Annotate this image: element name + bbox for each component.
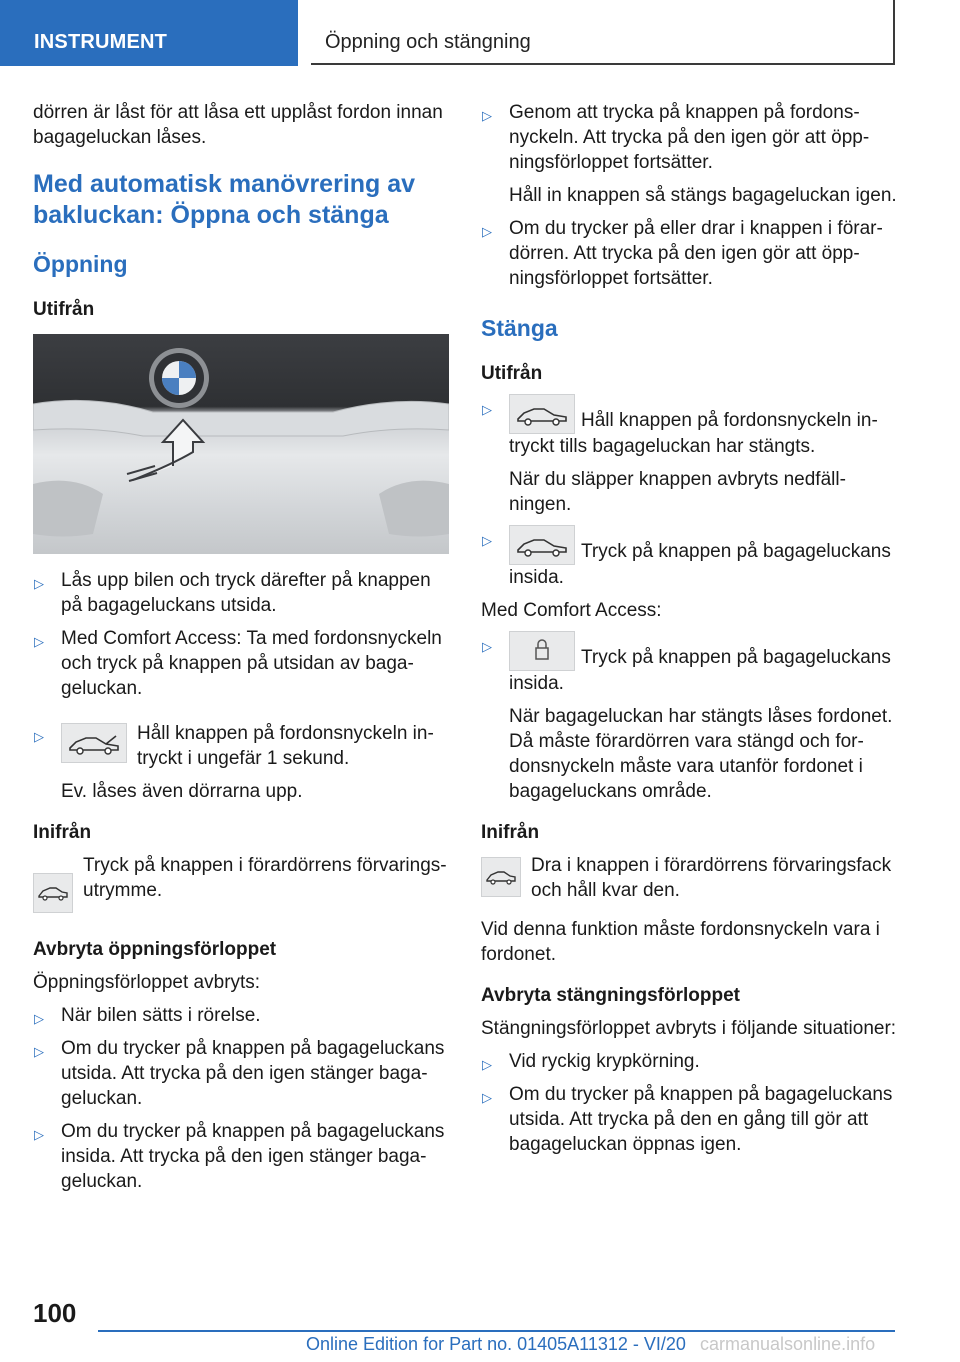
cancel-closing-intro: Stängningsförloppet avbryts i följande situationer: bbox=[481, 1018, 897, 1039]
trunk-button-photo bbox=[33, 334, 449, 554]
note-text: När du släpper knappen avbryts nedfällningen. bbox=[509, 469, 846, 515]
list-item: ▷ Vid ryckig krypkörning. bbox=[481, 1049, 897, 1074]
bullet-triangle-icon: ▷ bbox=[482, 224, 492, 239]
close-inside-instruction: Dra i knappen i förardörrens förvaringsfack och håll kvar den. bbox=[481, 853, 897, 903]
intro-text: dörren är låst för att låsa ett upplåst fordon innan bagageluckan låses. bbox=[33, 102, 443, 148]
bullet-triangle-icon: ▷ bbox=[34, 634, 44, 649]
opening-heading: Öppning bbox=[33, 251, 128, 277]
cancel-opening-list bbox=[33, 1003, 449, 1194]
bullet-triangle-icon: ▷ bbox=[482, 402, 492, 417]
note-text: När bagageluckan har stängts låses fordonet. Då måste förardörren vara stängd och fordonsnyckeln måste vara utanför fordonet i bagageluckans område. bbox=[509, 706, 893, 802]
bullet-triangle-icon: ▷ bbox=[34, 1011, 44, 1026]
list-item: ▷ Genom att trycka på knappen på fordonsnyckeln. Att trycka på den igen gör att öppningsförloppet fortsätter. Håll in knappen så stängs bagageluckan igen. bbox=[482, 102, 897, 206]
bullet-triangle-icon: ▷ bbox=[34, 576, 44, 591]
edition-text: Online Edition for Part no. 01405A11312 - VI/20 bbox=[306, 1334, 686, 1354]
list-item: ▷ Håll knappen på fordonsnyckeln intryckt i ungefär 1 sekund. Ev. låses även dörrarna upp. bbox=[33, 721, 449, 804]
opening-list-continued bbox=[481, 100, 897, 291]
outside-label: Utifrån bbox=[33, 299, 95, 320]
left-column bbox=[33, 100, 449, 1202]
lock-icon bbox=[509, 631, 575, 671]
list-item: ▷ När bilen sätts i rörelse. bbox=[33, 1003, 449, 1028]
comfort-access-label: Med Comfort Access: bbox=[481, 600, 662, 621]
bullet-triangle-icon: ▷ bbox=[482, 533, 492, 548]
list-item: ▷ Med Comfort Access: Ta med fordonsnyckeln och tryck på knappen på utsidan av bagageluckan. bbox=[34, 628, 442, 699]
footer-divider bbox=[98, 1330, 895, 1332]
list-item: ▷ Tryck på knappen på bagageluckans insida. bbox=[481, 525, 897, 590]
list-item: ▷ Om du trycker på knappen på bagageluckans insida. Att trycka på den igen stänger bagageluckan. bbox=[34, 1121, 445, 1192]
comfort-list bbox=[481, 631, 897, 804]
list-item: ▷ Lås upp bilen och tryck därefter på knappen på bagageluckans utsida. bbox=[34, 570, 431, 616]
inside-note: Vid denna funktion måste fordonsnyckeln vara i fordonet. bbox=[481, 919, 880, 965]
close-outside-label: Utifrån bbox=[481, 363, 543, 384]
note-text: Håll in knappen så stängs bagageluckan igen. bbox=[509, 185, 897, 206]
list-item: ▷ Om du trycker på eller drar i knappen i förardörren. Att trycka på den igen gör att öppningsförloppet fortsätter. bbox=[482, 218, 883, 289]
inside-instruction: Tryck på knappen i förardörrens förvaringsutrymme. bbox=[33, 853, 449, 917]
page-number: 100 bbox=[33, 1298, 77, 1328]
cancel-closing-heading: Avbryta stängningsförloppet bbox=[481, 985, 740, 1006]
bullet-triangle-icon: ▷ bbox=[34, 1127, 44, 1142]
car-trunk-close-icon bbox=[509, 525, 575, 565]
list-item: ▷ Om du trycker på knappen på bagageluckans utsida. Att trycka på den igen stänger bagageluckan. bbox=[34, 1038, 445, 1109]
close-inside-label: Inifrån bbox=[481, 822, 540, 843]
close-list bbox=[481, 394, 897, 590]
car-trunk-button-icon bbox=[481, 857, 521, 897]
inside-label: Inifrån bbox=[33, 822, 92, 843]
bullet-triangle-icon: ▷ bbox=[482, 1090, 492, 1105]
car-trunk-open-icon bbox=[61, 723, 127, 763]
right-column bbox=[481, 100, 897, 1165]
close-heading: Stänga bbox=[481, 315, 558, 341]
bullet-triangle-icon: ▷ bbox=[482, 639, 492, 654]
section-tab: INSTRUMENT bbox=[0, 0, 298, 66]
cancel-opening-intro: Öppningsförloppet avbryts: bbox=[33, 972, 261, 993]
bullet-triangle-icon: ▷ bbox=[482, 108, 492, 123]
cancel-closing-list bbox=[481, 1049, 897, 1157]
cancel-opening-heading: Avbryta öppningsförloppet bbox=[33, 939, 277, 960]
watermark: carmanualsonline.info bbox=[700, 1334, 876, 1354]
car-trunk-close-icon bbox=[509, 394, 575, 434]
note-text: Ev. låses även dörrarna upp. bbox=[61, 781, 303, 802]
car-trunk-button-icon bbox=[33, 873, 73, 913]
bullet-triangle-icon: ▷ bbox=[34, 729, 44, 744]
bullet-triangle-icon: ▷ bbox=[482, 1057, 492, 1072]
bmw-emblem-icon bbox=[33, 334, 449, 554]
list-item: ▷ Om du trycker på knappen på bagageluckans utsida. Att trycka på den en gång till gör att bagageluckan öppnas igen. bbox=[482, 1084, 893, 1155]
opening-list bbox=[33, 568, 449, 804]
bullet-triangle-icon: ▷ bbox=[34, 1044, 44, 1059]
page-title: Öppning och stängning bbox=[311, 0, 895, 65]
list-item: ▷ Håll knappen på fordonsnyckeln intryckt tills bagageluckan har stängts. När du släpper knappen avbryts nedfällningen. bbox=[481, 394, 897, 517]
list-item: ▷ Tryck på knappen på bagageluckans insida. När bagageluckan har stängts låses fordonet. Då måste förardörren vara stängd och fordonsnyckeln måste vara utanför fordonet i bagageluckans område. bbox=[481, 631, 897, 804]
main-heading: Med automatisk manövrering av bakluckan: Öppna och stänga bbox=[33, 170, 416, 229]
